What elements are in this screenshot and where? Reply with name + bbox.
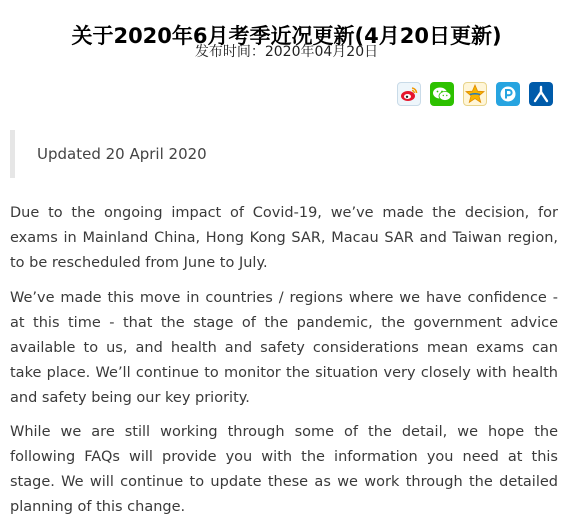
paragraph-reschedule: Due to the ongoing impact of Covid-19, we’ve made the decision, for exams in Mainland China, Hong Kong SAR, Macau SAR and Taiwan region, to be rescheduled from June to July. xyxy=(10,205,558,271)
qzone-icon[interactable] xyxy=(463,82,487,106)
publish-date: 发布时间：2020年04月20日 xyxy=(194,44,379,60)
pengyou-icon[interactable] xyxy=(496,82,520,106)
wechat-icon[interactable] xyxy=(430,82,454,106)
paragraph-faq: While we are still working through some of the detail, we hope the following FAQs will provide you with the information you need at this stage. We will continue to update these as we work through the detailed planning of this change. xyxy=(10,424,558,515)
update-note: Updated 20 April 2020 xyxy=(10,130,558,178)
weibo-icon[interactable] xyxy=(397,82,421,106)
share-bar xyxy=(397,82,553,106)
paragraph-confidence: We’ve made this move in countries / regions where we have confidence - at this time - that the stage of the pandemic, the government advice available to us, and health and safety considerations mean exams can take place. We’ll continue to monitor the situation very closely with health and safety being our key priority. xyxy=(10,290,558,406)
renren-icon[interactable] xyxy=(529,82,553,106)
page-title: 关于2020年6月考季近况更新(4月20日更新) xyxy=(71,24,502,49)
